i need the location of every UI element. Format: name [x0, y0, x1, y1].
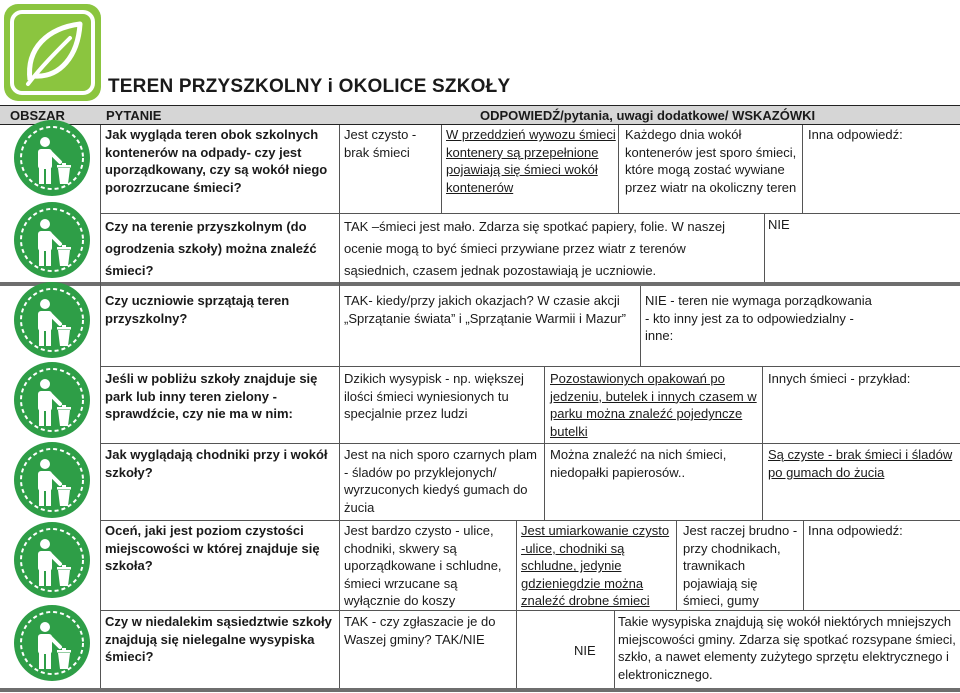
header-answers: ODPOWIEDŹ/pytania, uwagi dodatkowe/ WSKAZÓWKI [480, 108, 816, 123]
grid-line [764, 213, 765, 282]
answer-option: Jest raczej brudno - przy chodnikach, trawnikach pojawiają się śmieci, gumy [683, 523, 798, 609]
answer-option: Jest czysto - brak śmieci [344, 127, 417, 160]
answer-option: NIE [768, 217, 790, 232]
answer-option: Inna odpowiedź: [808, 127, 903, 142]
question-text: Czy uczniowie sprzątają teren przyszkolny? [105, 293, 290, 326]
answer-option: Można znaleźć na nich śmieci, niedopałki papierosów.. [550, 447, 727, 480]
answer-option: TAK - czy zgłaszacie je do Waszej gminy? TAK/NIE [344, 614, 496, 647]
answer-option: Są czyste - brak śmieci i śladów po gumach do żucia [768, 447, 953, 480]
question-text: Jak wyglądają chodniki przy i wokół szkoły? [105, 447, 328, 480]
grid-line [100, 520, 960, 521]
person-trash-bin-icon [12, 603, 92, 683]
answer-option: NIE [574, 643, 596, 658]
answer-option: NIE - teren nie wymaga porządkowania - kto inny jest za to odpowiedzialny - inne: [645, 293, 872, 344]
answer-option: Każdego dnia wokół kontenerów jest sporo śmieci, które mogą zostać wywiane przez wiatr na okoliczny teren [625, 127, 797, 195]
leaf-logo-icon [4, 4, 101, 101]
person-trash-bin-icon [12, 360, 92, 440]
grid-line [100, 213, 960, 214]
person-trash-bin-icon [12, 200, 92, 280]
person-trash-bin-icon [12, 520, 92, 600]
question-text: Czy w niedalekim sąsiedztwie szkoły znajdują się nielegalne wysypiska śmieci? [105, 614, 332, 665]
answer-option: W przeddzień wywozu śmieci kontenery są przepełnione pojawiają się śmieci wokół kontenerów [446, 127, 616, 195]
grid-line [614, 610, 615, 688]
answer-option: TAK –śmieci jest mało. Zdarza się spotkać papiery, folie. W naszej ocenie mogą to być śmieci przywiane przez wiatr z terenów sąsiednich, czasem jednak pozostawiają je uczniowie. [344, 219, 725, 278]
header-questions: PYTANIE [106, 108, 162, 123]
grid-line [618, 125, 619, 213]
row-divider [0, 688, 960, 692]
grid-line [441, 125, 442, 213]
grid-line [100, 443, 960, 444]
grid-line [803, 520, 804, 610]
grid-line [100, 610, 960, 611]
question-text: Jeśli w pobliżu szkoły znajduje się park lub inny teren zielony - sprawdźcie, czy nie ma w nim: [105, 371, 318, 422]
answer-option: Innych śmieci - przykład: [768, 371, 911, 386]
table-header [0, 105, 960, 125]
answer-option: Dzikich wysypisk - np. większej ilości śmieci wyniesionych tu specjalnie przez ludzi [344, 371, 524, 422]
question-text: Oceń, jaki jest poziom czystości miejscowości w której znajduje się szkoła? [105, 523, 320, 574]
answer-option: Jest na nich sporo czarnych plam - śladów po przyklejonych/ wyrzuconych kiedyś gumach do żucia [344, 447, 537, 515]
person-trash-bin-icon [12, 118, 92, 198]
answer-option: Jest bardzo czysto - ulice, chodniki, skwery są uporządkowane i schludne, śmieci wrzucane są wyłącznie do koszy [344, 523, 502, 609]
answer-option: Takie wysypiska znajdują się wokół niektórych mniejszych miejscowości gminy. Zdarza się spotkać rozsypane śmieci, szkło, a nawet elementy zużytego sprzętu elektrycznego i elektronicznego. [618, 614, 956, 682]
person-trash-bin-icon [12, 440, 92, 520]
grid-line [802, 125, 803, 213]
header-area: OBSZAR [10, 108, 65, 123]
person-trash-bin-icon [12, 280, 92, 360]
grid-line [640, 286, 641, 366]
grid-line [339, 125, 340, 688]
answer-option: Inna odpowiedź: [808, 523, 903, 538]
question-text: Czy na terenie przyszkolnym (do ogrodzenia szkoły) można znaleźć śmieci? [105, 219, 317, 278]
grid-line [100, 366, 960, 367]
answer-option: Pozostawionych opakowań po jedzeniu, butelek i innych czasem w parku można znaleźć pojedyncze butelki [550, 371, 757, 439]
grid-line [676, 520, 677, 610]
page-title: TEREN PRZYSZKOLNY i OKOLICE SZKOŁY [108, 76, 511, 97]
answer-option: TAK- kiedy/przy jakich okazjach? W czasie akcji „Sprzątanie świata” i „Sprzątanie Warmii i Mazur” [344, 293, 626, 326]
row-divider [0, 282, 960, 286]
question-text: Jak wygląda teren obok szkolnych kontenerów na odpady- czy jest uporządkowany, czy są wokół niego porozrzucane śmieci? [105, 127, 328, 195]
grid-line [516, 520, 517, 688]
grid-line [100, 125, 101, 688]
answer-option: Jest umiarkowanie czysto -ulice, chodniki są schludne, jedynie gdzieniegdzie można znaleźć drobne śmieci [521, 523, 670, 609]
